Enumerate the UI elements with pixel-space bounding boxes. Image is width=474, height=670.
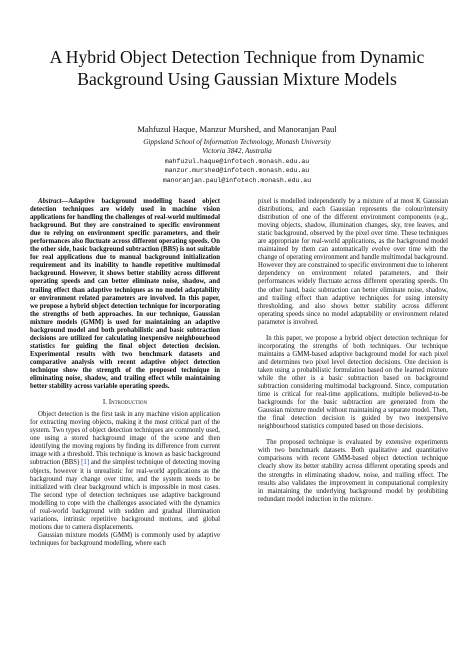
email-address: manoranjan.paul@infotech.monash.edu.au: [162, 176, 312, 184]
body-text: and the simplest technique of detecting moving objects, however it is unrealistic for real-world applications as the background may change over time, and the system needs to be initialized with clear background which is impossible in most cases. The second type of detection techniques use adaptive background modelling to cope with the challenges associated with the dynamics of real-world background with sudden and gradual illumination variations, intrinsic repetitive background motions, and global motions due to camera displacements.: [30, 459, 220, 531]
affiliation-line: Victoria 3842, Australia: [202, 147, 272, 155]
affiliation: [30, 138, 444, 156]
email-address: mahfuzul.haque@infotech.monash.edu.au: [164, 158, 310, 165]
paper-title: A Hybrid Object Detection Technique from Dynamic Background Using Gaussian Mixture Models: [49, 47, 425, 89]
section-heading: I. Introduction: [102, 398, 148, 407]
author-list: Mahfuzul Haque, Manzur Murshed, and Manoranjan Paul: [137, 124, 337, 134]
body-paragraph: In this paper, we propose a hybrid object detection technique for incorporating the strengths of both techniques. Our technique maintains a GMM-based adaptive background model for each pixel and determines two pixel level detection decisions. One decision is taken using a probabilistic formulation based on the learned mixture while the other is a basic subtraction based on background subtraction considering multimodal background. Since, computation time is critical for real-time applications, multiple believed-to-be backgrounds for the basic subtraction are generated from the Gaussian mixture model without maintaining a separate model. Then, the final detection decision is guided by two inexpensive neighbourhood statistics computed based on those decisions.: [258, 334, 448, 431]
body-paragraph: Gaussian mixture models (GMM) is commonly used by adaptive techniques for background modelling, where each: [30, 531, 220, 547]
affiliation-line: Gippsland School of Information Technology, Monash University: [143, 138, 331, 146]
email-list: [30, 157, 444, 185]
abstract-label: Abstract: [38, 198, 62, 205]
left-column: [30, 198, 220, 548]
abstract: [30, 198, 220, 391]
body-paragraph: pixel is modelled independently by a mixture of at most K Gaussian distributions, and each Gaussian represents the colour/intensity distribution of one of the different environment components (e.g., moving objects, shadow, illumination changes, sky, tree leaves, and static background, observed by the pixel over time. These techniques are appropriate for real-world applications, as the background model maintained by them can automatically evolve over time with the change of operating environment and handle multimodal background. However they are constrained to specific environment due to inherent dependency on environment related parameters, and their performances widely fluctuate across different operating speeds. On the other hand, basic subtraction can better eliminate noise, shadow, and trailing effect than adaptive techniques for using intensity thresholding, and also shows better stability across different operating speeds since no model adaptability or environment related parameter is involved.: [258, 198, 448, 326]
body-paragraph: The proposed technique is evaluated by extensive experiments with two benchmark datasets. Both qualitative and quantitative comparisons with recent GMM-based object detection technique clearly show its better stability across different operating speeds and the strengths in eliminating shadow, noise, and trailing effect. The results also validates the improvement in computational complexity in maintaining the underlying background model by prohibiting redundant model induction in the mixture.: [258, 439, 448, 503]
body-text: Object detection is the first task in any machine vision application for extracting moving objects, making it the most critical part of the system. Two types of object detection techniques are commonly used, one using a stored background image of the scene and then identifying the moving regions by finding its difference from current image with a threshold. This technique is known as basic background subtraction (BBS): [30, 411, 220, 467]
body-paragraph: [30, 411, 220, 532]
email-address: manzur.murshed@infotech.monash.edu.au: [164, 167, 310, 175]
right-column: [258, 198, 448, 504]
citation-link[interactable]: [1]: [81, 459, 90, 467]
abstract-text: —Adaptive background modelling based object detection techniques are widely used in machine vision applications for handling the challenges of real-world multimodal background. But they are constrained to specific environment due to relying on environment specific parameters, and their performances also fluctuate across different operating speeds. On the other side, basic background subtraction (BBS) is not suitable for real applications due to manual background initialization requirement and its inability to handle repetitive multimodal background. However, it shows better stability across different operating speeds and can better eliminate noise, shadow, and trailing effect than adaptive techniques as no model adaptability or environment related parameters are involved. In this paper, we propose a hybrid object detection technique for incorporating the strengths of both approaches. In our technique, Gaussian mixture models (GMM) is used for maintaining an adaptive background model and both probabilistic and basic subtraction decisions are utilized for calculating inexpensive neighbourhood statistics for guiding the final object detection decision. Experimental results with two benchmark datasets and comparative analysis with recent adaptive object detection technique show the strength of the proposed technique in eliminating noise, shadow, and trailing effect while maintaining better stability across variable operating speeds.: [30, 198, 220, 391]
